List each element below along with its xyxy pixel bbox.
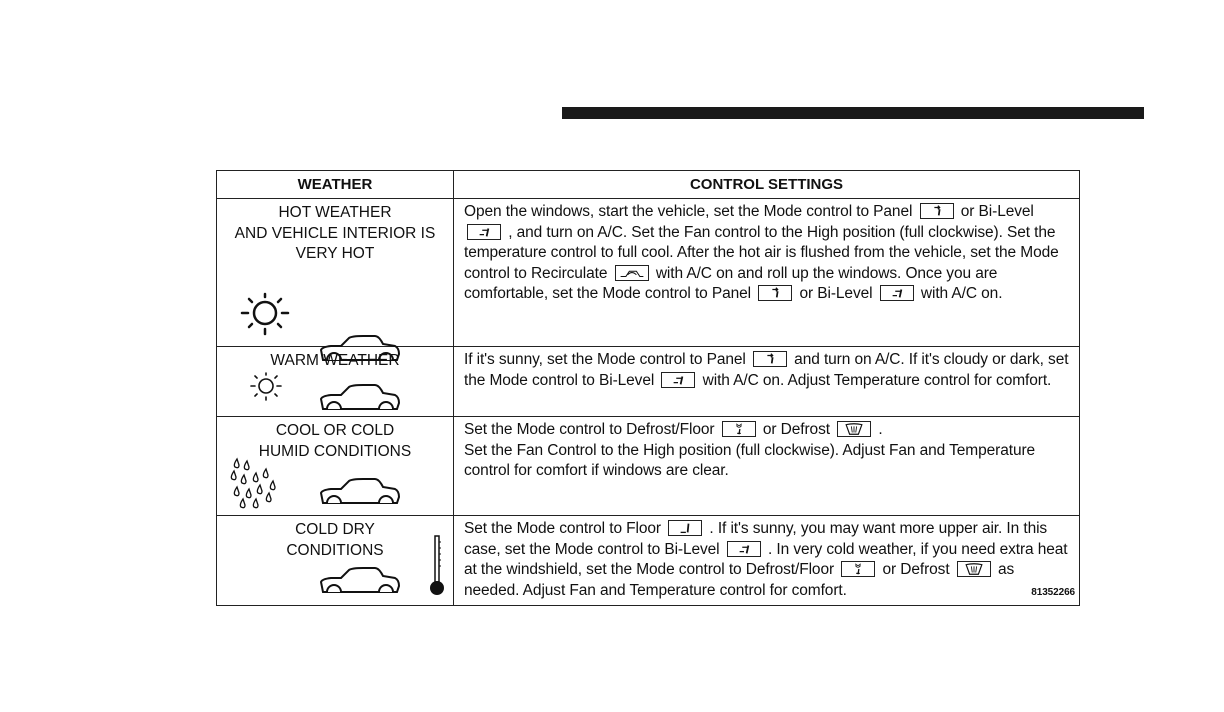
setting-text: , and turn on A/C. Set the Fan control to the High position (full clockwise). Set the temperature control to full cool. After the hot air is flushed from the vehicle, set the Mode control to Recirculate xyxy=(464,223,1059,282)
setting-text: or Bi-Level xyxy=(960,203,1034,220)
recirculate-icon xyxy=(615,265,649,281)
control-settings-column-header: CONTROL SETTINGS xyxy=(454,171,1080,199)
control-settings-cell xyxy=(454,417,1080,516)
defrost-floor-icon xyxy=(841,561,875,577)
defrost-icon xyxy=(837,421,871,437)
weather-cell xyxy=(217,199,454,347)
table-header-row xyxy=(217,171,1080,199)
panel-vent-icon xyxy=(758,285,792,301)
defrost-floor-icon xyxy=(722,421,756,437)
bi-level-icon xyxy=(661,372,695,388)
control-settings-cell xyxy=(454,199,1080,347)
setting-text: Set the Fan Control to the High position (full clockwise). Adjust Fan and Temperature control for comfort if windows are clear. xyxy=(464,441,1036,479)
bi-level-icon xyxy=(880,285,914,301)
setting-text: and turn on A/C. If it's cloudy or dark, set the Mode control to Bi-Level xyxy=(464,351,1069,389)
car-icon xyxy=(319,566,401,596)
floor-icon xyxy=(668,520,702,536)
table-row xyxy=(217,516,1080,606)
setting-text: Open the windows, start the vehicle, set the Mode control to Panel xyxy=(464,203,913,220)
climate-control-table xyxy=(216,170,1080,606)
setting-text: or Defrost xyxy=(762,421,830,438)
setting-text: with A/C on. Adjust Temperature control for comfort. xyxy=(702,371,1052,389)
thermometer-icon xyxy=(427,534,447,598)
weather-label: HUMID CONDITIONS xyxy=(258,442,412,460)
control-settings-cell xyxy=(454,516,1080,606)
setting-text: . If it's sunny, you may want more upper air. In this case, set the Mode control to Bi-Level xyxy=(464,520,1048,558)
weather-label: CONDITIONS xyxy=(286,541,384,559)
weather-cell xyxy=(217,516,454,606)
weather-label: HOT WEATHER xyxy=(278,204,392,221)
setting-text: or Bi-Level xyxy=(799,285,873,302)
setting-text: or Defrost xyxy=(882,561,950,578)
control-settings-cell xyxy=(454,347,1080,417)
setting-text: Set the Mode control to Defrost/Floor xyxy=(464,421,715,438)
weather-label: COOL OR COLD xyxy=(275,422,395,439)
weather-column-header: WEATHER xyxy=(217,171,454,199)
raindrops-icon xyxy=(229,457,279,511)
setting-text: Set the Mode control to Floor xyxy=(464,520,661,537)
setting-text: with A/C on and roll up the windows. Once you are comfortable, set the Mode control to Panel xyxy=(464,264,998,302)
car-icon xyxy=(319,383,401,413)
table-row xyxy=(217,347,1080,417)
section-header-bar xyxy=(562,107,1144,119)
weather-label: AND VEHICLE INTERIOR IS xyxy=(234,224,436,242)
setting-text: . xyxy=(878,421,883,438)
panel-vent-icon xyxy=(920,203,954,219)
table-row xyxy=(217,199,1080,347)
car-icon xyxy=(319,477,401,507)
weather-label: WARM WEATHER xyxy=(270,352,400,369)
weather-label: VERY HOT xyxy=(295,245,375,262)
panel-vent-icon xyxy=(753,351,787,367)
defrost-icon xyxy=(957,561,991,577)
table-row xyxy=(217,417,1080,516)
weather-cell xyxy=(217,417,454,516)
bi-level-icon xyxy=(727,541,761,557)
bi-level-icon xyxy=(467,224,501,240)
weather-cell xyxy=(217,347,454,417)
setting-text: with A/C on. xyxy=(920,285,1003,302)
setting-text: . In very cold weather, if you need extra heat at the windshield, set the Mode control to Defrost/Floor xyxy=(464,540,1068,578)
figure-id: 81352266 xyxy=(1031,586,1075,598)
sun-icon xyxy=(247,371,285,405)
setting-text: as needed. Adjust Fan and Temperature control for comfort. xyxy=(464,561,1015,599)
setting-text: If it's sunny, set the Mode control to Panel xyxy=(464,351,746,368)
sun-icon xyxy=(237,291,293,341)
weather-label: COLD DRY xyxy=(295,521,375,538)
